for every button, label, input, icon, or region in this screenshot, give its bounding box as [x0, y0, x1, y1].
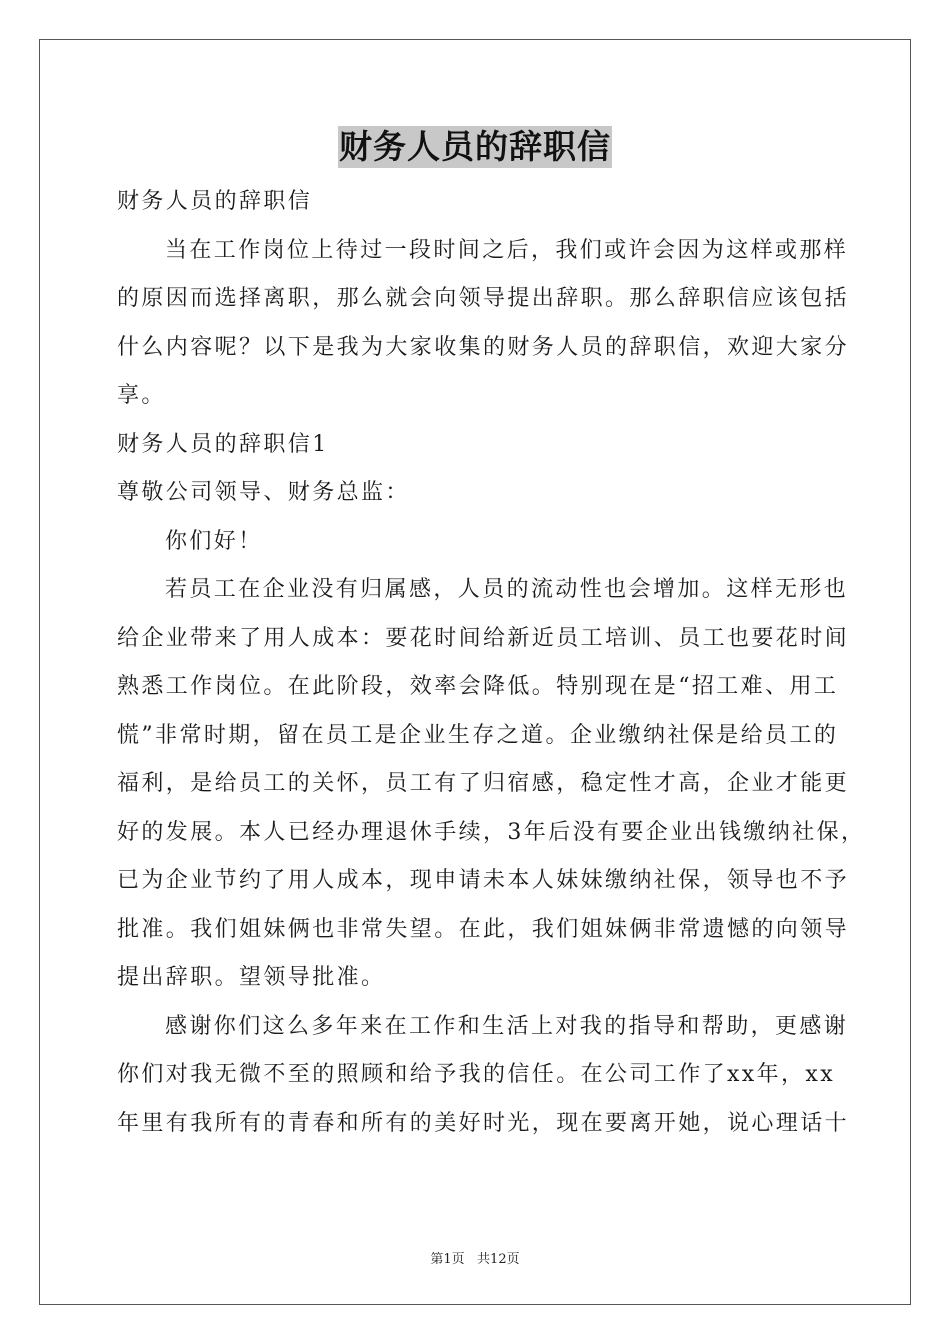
- body-paragraph-line: 熟悉工作岗位。在此阶段，效率会降低。特别现在是“招工难、用工: [117, 674, 839, 699]
- greeting: 你们好！: [165, 528, 263, 554]
- body-paragraph-line: 慌”非常时期，留在员工是企业生存之道。企业缴纳社保是给员工的: [117, 722, 839, 748]
- body-paragraph-line: 若员工在企业没有归属感，人员的流动性也会增加。这样无形也: [165, 577, 849, 602]
- body-paragraph-line: 福利，是给员工的关怀，员工有了归宿感，稳定性才高，企业才能更: [117, 771, 850, 796]
- intro-paragraph-line: 享。: [117, 383, 166, 408]
- section-heading: 财务人员的辞职信1: [117, 431, 329, 457]
- body-paragraph-line: 已为企业节约了用人成本，现申请未本人妹妹缴纳社保，领导也不予: [117, 868, 850, 893]
- body-paragraph-line: 提出辞职。望领导批准。: [117, 965, 386, 990]
- document-title: 财务人员的辞职信: [339, 127, 611, 166]
- intro-paragraph-line: 什么内容呢？以下是我为大家收集的财务人员的辞职信，欢迎大家分: [117, 334, 850, 360]
- salutation: 尊敬公司领导、财务总监：: [117, 480, 410, 505]
- title-container: [0, 126, 950, 168]
- body-paragraph-line: 给企业带来了用人成本：要花时间给新近员工培训、员工也要花时间: [117, 625, 850, 651]
- document-body: [117, 178, 866, 1148]
- thanks-paragraph-line: 感谢你们这么多年来在工作和生活上对我的指导和帮助，更感谢: [165, 1013, 849, 1039]
- body-paragraph-line: 好的发展。本人已经办理退休手续，3年后没有要企业出钱缴纳社保，: [117, 819, 866, 845]
- subtitle-line: 财务人员的辞职信: [117, 189, 313, 214]
- body-paragraph-line: 批准。我们姐妹俩也非常失望。在此，我们姐妹俩非常遗憾的向领导: [117, 916, 850, 942]
- page-footer: 第1页 共12页: [430, 1252, 520, 1267]
- intro-paragraph-line: 当在工作岗位上待过一段时间之后，我们或许会因为这样或那样: [165, 237, 849, 263]
- thanks-paragraph-line: 年里有我所有的青春和所有的美好时光，现在要离开她，说心理话十: [117, 1110, 850, 1136]
- thanks-paragraph-line: 你们对我无微不至的照顾和给予我的信任。在公司工作了xx年，xx: [117, 1062, 836, 1087]
- intro-paragraph-line: 的原因而选择离职，那么就会向领导提出辞职。那么辞职信应该包括: [117, 286, 850, 311]
